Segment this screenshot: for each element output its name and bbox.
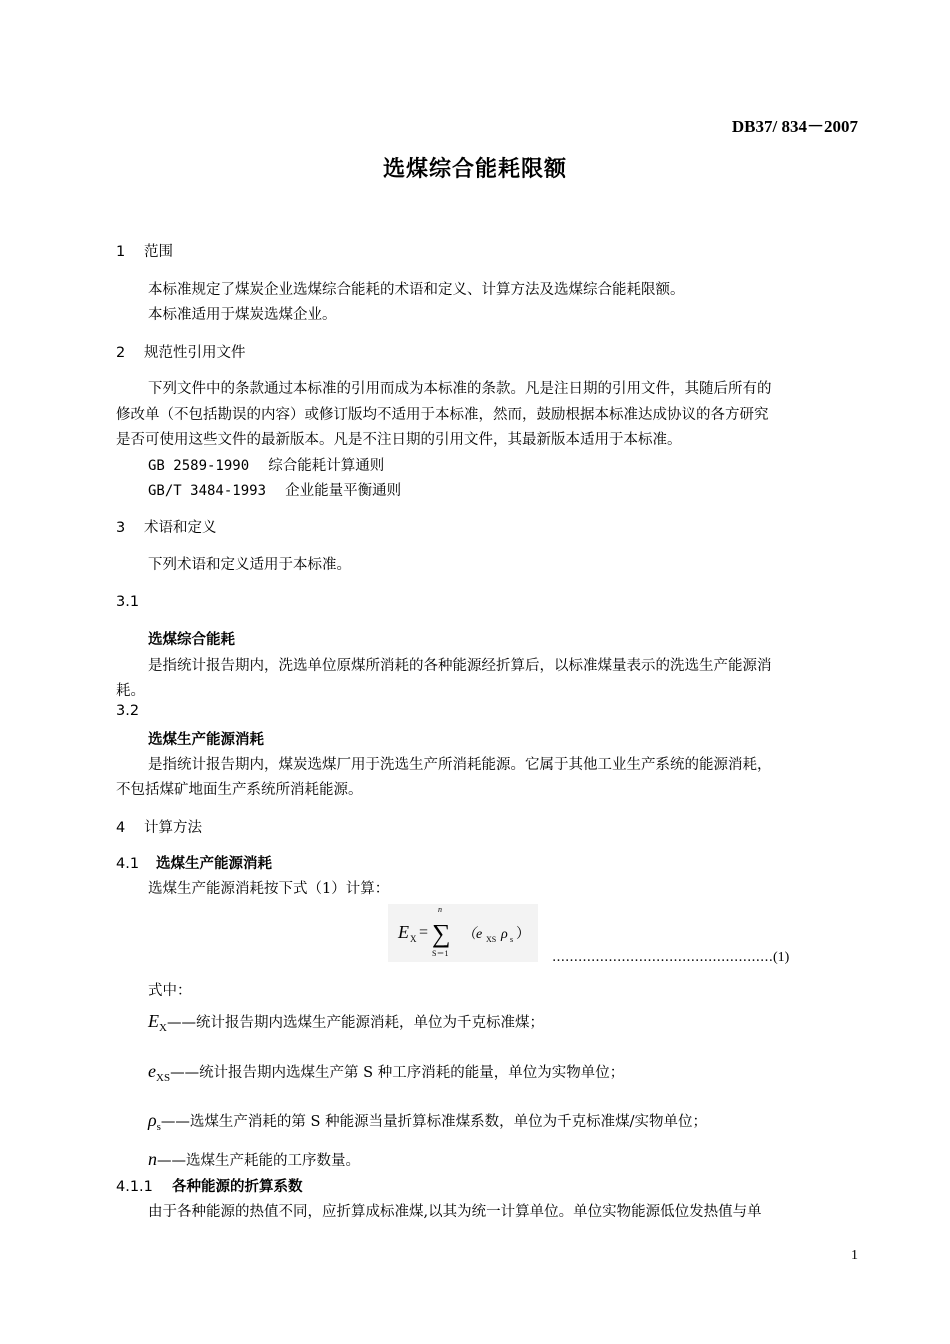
formula-rho: ρ	[501, 927, 508, 942]
section-title: 计算方法	[144, 820, 202, 836]
subsection-title: 选煤生产能源消耗	[156, 856, 272, 872]
section-number: 2	[116, 345, 126, 361]
paragraph-line: 修改单（不包括勘误的内容）或修订版均不适用于本标准，然而，鼓励根据本标准达成协议的各方研究	[116, 407, 769, 423]
reference-name: 综合能耗计算通则	[268, 458, 385, 474]
section-4-heading	[116, 816, 202, 837]
subsection-number: 4.1	[116, 856, 140, 872]
document-code: DB37/ 834－2007	[731, 117, 858, 136]
paragraph: 本标准规定了煤炭企业选煤综合能耗的术语和定义、计算方法及选煤综合能耗限额。	[148, 282, 685, 298]
subsection-4-1-1-heading	[116, 1175, 303, 1196]
formula-term-sub: XS	[486, 935, 497, 944]
formula-lhs-sub: X	[410, 934, 417, 944]
paragraph-line: 下列文件中的条款通过本标准的引用而成为本标准的条款。凡是注日期的引用文件，其随后所有的	[148, 381, 772, 397]
variable-subscript: s	[156, 1121, 161, 1134]
variable-definition	[148, 1011, 544, 1034]
formula-lhs: E	[398, 922, 409, 942]
reference-code: GB 2589-1990	[148, 458, 250, 474]
variable-description: ——选煤生产耗能的工序数量。	[157, 1153, 360, 1169]
paragraph: 选煤生产能源消耗按下式（1）计算：	[148, 881, 390, 897]
section-number: 1	[116, 244, 126, 260]
formula-rho-sub: s	[510, 935, 514, 944]
variable-definition	[148, 1061, 624, 1084]
variable-description: ——选煤生产消耗的第 S 种能源当量折算标准煤系数，单位为千克标准煤/实物单位；	[160, 1114, 707, 1130]
reference-code: GB/T 3484-1993	[148, 483, 267, 499]
formula-image	[388, 904, 538, 962]
page-number: 1	[851, 1248, 858, 1263]
subsection-title: 各种能源的折算系数	[172, 1179, 303, 1195]
variable-subscript: XS	[156, 1072, 171, 1085]
section-title: 范围	[144, 244, 173, 260]
formula-svg	[388, 904, 538, 962]
leader-dots: ……………………………………………	[552, 950, 773, 965]
section-title: 术语和定义	[144, 520, 217, 536]
where-label: 式中：	[148, 983, 192, 999]
section-2-heading	[116, 341, 246, 362]
variable-symbol: e	[148, 1061, 156, 1081]
section-3-heading	[116, 516, 217, 537]
variable-symbol: n	[148, 1149, 157, 1169]
equation-number-line	[552, 950, 789, 966]
formula-term: （e	[462, 927, 483, 942]
definition-line: 是指统计报告期内，洗选单位原煤所消耗的各种能源经折算后，以标准煤量表示的洗选生产能源消	[148, 658, 772, 674]
subsection-number: 3.2	[116, 703, 140, 719]
paragraph: 本标准适用于煤炭选煤企业。	[148, 307, 337, 323]
term-heading: 选煤综合能耗	[148, 632, 235, 648]
page-title: 选煤综合能耗限额	[382, 157, 567, 182]
reference-item	[148, 479, 401, 500]
definition-line: 耗。	[116, 683, 145, 699]
equation-number: (1)	[773, 950, 790, 965]
paragraph-line: 由于各种能源的热值不同，应折算成标准煤,以其为统一计算单位。单位实物能源低位发热值与单	[148, 1204, 762, 1220]
paragraph-line: 是否可使用这些文件的最新版本。凡是不注日期的引用文件，其最新版本适用于本标准。	[116, 432, 682, 448]
subsection-number: 4.1.1	[116, 1179, 153, 1195]
subsection-number: 3.1	[116, 594, 140, 610]
section-number: 3	[116, 520, 126, 536]
formula-lower-limit: S＝1	[432, 949, 449, 958]
section-1-heading	[116, 240, 173, 261]
reference-item	[148, 454, 384, 475]
term-heading: 选煤生产能源消耗	[148, 732, 264, 748]
formula-upper-limit: n	[438, 905, 442, 914]
section-number: 4	[116, 820, 126, 836]
variable-definition	[148, 1149, 360, 1172]
variable-subscript: X	[159, 1022, 167, 1035]
formula-close-paren: ）	[516, 927, 530, 942]
variable-definition	[148, 1110, 707, 1133]
definition-line: 不包括煤矿地面生产系统所消耗能源。	[116, 782, 363, 798]
variable-description: ——统计报告期内选煤生产能源消耗，单位为千克标准煤；	[166, 1015, 544, 1031]
reference-name: 企业能量平衡通则	[285, 483, 402, 499]
variable-description: ——统计报告期内选煤生产第 S 种工序消耗的能量，单位为实物单位；	[170, 1065, 625, 1081]
formula-equals: =	[419, 924, 429, 941]
variable-symbol: E	[148, 1011, 159, 1031]
paragraph: 下列术语和定义适用于本标准。	[148, 557, 351, 573]
variable-symbol: ρ	[148, 1110, 157, 1130]
sigma-symbol: ∑	[432, 919, 451, 948]
subsection-4-1-heading	[116, 852, 272, 873]
definition-line: 是指统计报告期内，煤炭选煤厂用于洗选生产所消耗能源。它属于其他工业生产系统的能源消耗，	[148, 757, 772, 773]
section-title: 规范性引用文件	[144, 345, 246, 361]
